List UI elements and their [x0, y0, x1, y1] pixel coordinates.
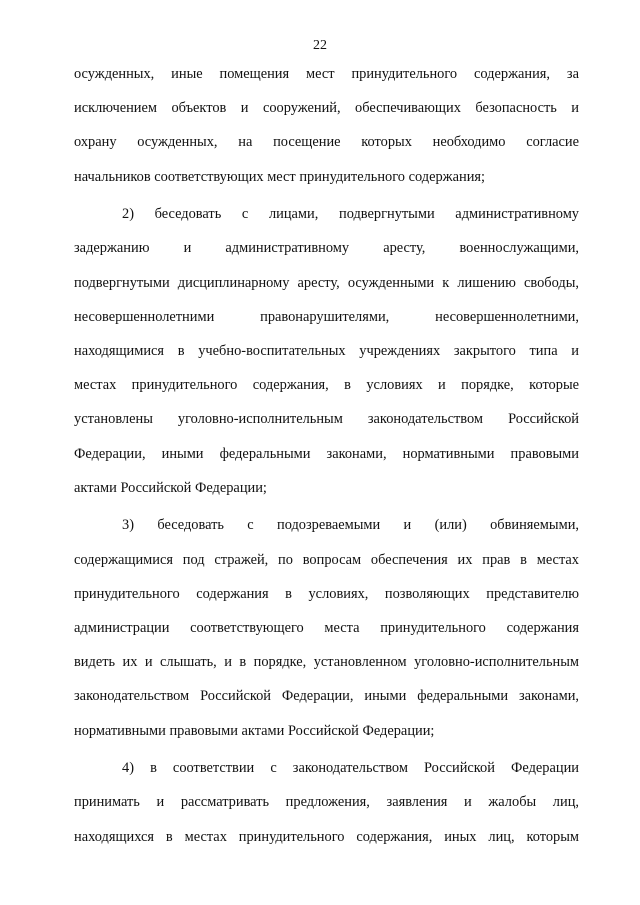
- text-line: видеть их и слышать, и в порядке, установленном уголовно-исполнительным: [74, 654, 579, 671]
- page-number: 22: [313, 38, 327, 53]
- text-line: задержанию и административному аресту, военнослужащими,: [74, 240, 579, 257]
- text-line: принудительного содержания в условиях, позволяющих представителю: [74, 585, 579, 602]
- text-line: начальников соответствующих мест принудительного содержания;: [74, 168, 486, 185]
- text-line: 2) беседовать с лицами, подвергнутыми административному: [122, 206, 579, 223]
- text-line: законодательством Российской Федерации, иными федеральными законами,: [74, 688, 579, 705]
- text-line: подвергнутыми дисциплинарному аресту, осужденными к лишению свободы,: [74, 274, 579, 291]
- text-line: нормативными правовыми актами Российской Федерации;: [74, 722, 435, 739]
- text-line: 3) беседовать с подозреваемыми и (или) обвиняемыми,: [122, 517, 579, 534]
- text-line: установлены уголовно-исполнительным законодательством Российской: [74, 411, 579, 428]
- text-line: Федерации, иными федеральными законами, нормативными правовыми: [74, 445, 579, 462]
- text-line: исключением объектов и сооружений, обеспечивающих безопасность и: [74, 100, 579, 117]
- text-line: находящихся в местах принудительного содержания, иных лиц, которым: [74, 828, 579, 845]
- text-line: осужденных, иные помещения мест принудительного содержания, за: [74, 66, 579, 82]
- text-line: 4) в соответствии с законодательством Российской Федерации: [122, 760, 579, 777]
- document-body: [74, 60, 579, 857]
- text-line: охрану осужденных, на посещение которых необходимо согласие: [74, 134, 579, 151]
- paragraph: [74, 200, 579, 508]
- paragraph: [74, 60, 579, 197]
- text-line: содержащимися под стражей, по вопросам обеспечения их прав в местах: [74, 551, 579, 568]
- text-line: актами Российской Федерации;: [74, 479, 267, 496]
- text-line: местах принудительного содержания, в условиях и порядке, которые: [74, 377, 579, 394]
- text-line: принимать и рассматривать предложения, заявления и жалобы лиц,: [74, 794, 579, 811]
- text-line: администрации соответствующего места принудительного содержания: [74, 620, 579, 636]
- paragraph: [74, 511, 579, 750]
- text-line: находящимися в учебно-воспитательных учреждениях закрытого типа и: [74, 343, 579, 359]
- text-line: несовершеннолетними правонарушителями, несовершеннолетними,: [74, 308, 579, 325]
- paragraph: [74, 754, 579, 857]
